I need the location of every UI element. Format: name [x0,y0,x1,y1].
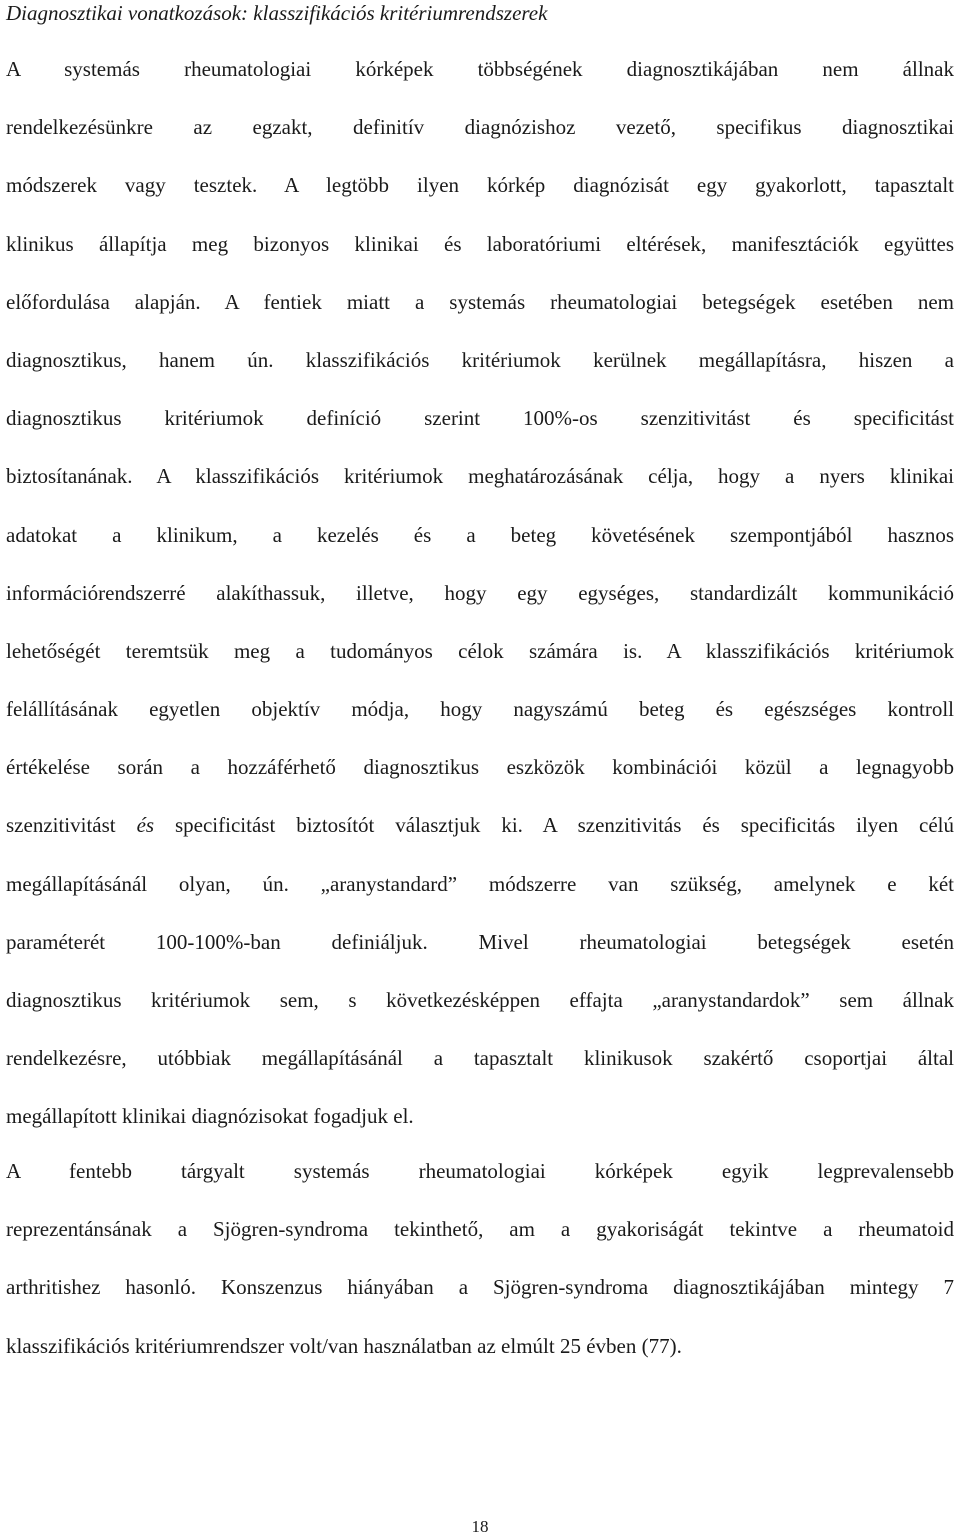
italic-text-run: és [136,813,155,838]
text-line: rendelkezésre, utóbbiak megállapításánál a tapasztalt klinikusok szakértő csoportjai által [6,1046,954,1071]
paragraph-sjogren-syndrome [6,1158,954,1391]
text-line: klasszifikációs kritériumrendszer volt/van használatban az elmúlt 25 évben (77). [6,1333,682,1358]
text-line: diagnosztikus, hanem ún. klasszifikációs kritériumok kerülnek megállapításra, hiszen a [6,347,954,372]
text-line: diagnosztikus kritériumok definíció szerint 100%-os szenzitivitást és specificitást [6,406,954,431]
section-title: Diagnosztikai vonatkozások: klasszifikációs kritériumrendszerek [6,1,548,25]
text-line: klinikus állapítja meg bizonyos klinikai és laboratóriumi eltérések, manifesztációk együttes [6,231,954,256]
text-line-with-italic [6,812,954,870]
text-run: szenzitivitást [6,813,137,838]
page-number: 18 [471,1517,489,1536]
text-run: specificitást biztosítót választjuk ki. A szenzitivitás és specificitás ilyen célú [154,813,954,838]
text-line: arthritishez hasonló. Konszenzus hiányában a Sjögren-syndroma diagnosztikájában mintegy 7 [6,1275,954,1300]
text-line: A fentebb tárgyalt systemás rheumatologiai kórképek egyik legprevalensebb [6,1159,954,1183]
paragraph-classification-criteria [6,56,954,1162]
text-line: információrendszerré alakíthassuk, illetve, hogy egy egységes, standardizált kommunikáció [6,580,954,605]
text-line: előfordulása alapján. A fentiek miatt a systemás rheumatologiai betegségek esetében nem [6,289,954,314]
text-line: paraméterét 100-100%-ban definiáljuk. Mivel rheumatologiai betegségek esetén [6,929,954,954]
text-line: biztosítanának. A klasszifikációs kritériumok meghatározásának célja, hogy a nyers klinikai [6,464,954,489]
text-line: megállapításánál olyan, ún. „aranystandard” módszerre van szükség, amelynek e két [6,871,954,896]
text-line: megállapított klinikai diagnózisokat fogadjuk el. [6,1104,414,1129]
text-line: rendelkezésünkre az egzakt, definitív diagnózishoz vezető, specifikus diagnosztikai [6,115,954,140]
text-line: adatokat a klinikum, a kezelés és a beteg követésének szempontjából hasznos [6,522,954,547]
text-line: értékelése során a hozzáférhető diagnosztikus eszközök kombinációi közül a legnagyobb [6,755,954,780]
text-line: felállításának egyetlen objektív módja, hogy nagyszámú beteg és egészséges kontroll [6,697,954,722]
text-line: módszerek vagy tesztek. A legtöbb ilyen kórkép diagnózisát egy gyakorlott, tapasztalt [6,173,954,198]
text-line: A systemás rheumatologiai kórképek többségének diagnosztikájában nem állnak [6,57,954,81]
text-line: lehetőségét teremtsük meg a tudományos célok számára is. A klasszifikációs kritériumok [6,638,954,663]
text-line: reprezentánsának a Sjögren-syndroma tekinthető, am a gyakoriságát tekintve a rheumatoid [6,1217,954,1242]
text-line: diagnosztikus kritériumok sem, s következésképpen effajta „aranystandardok” sem állnak [6,988,954,1012]
